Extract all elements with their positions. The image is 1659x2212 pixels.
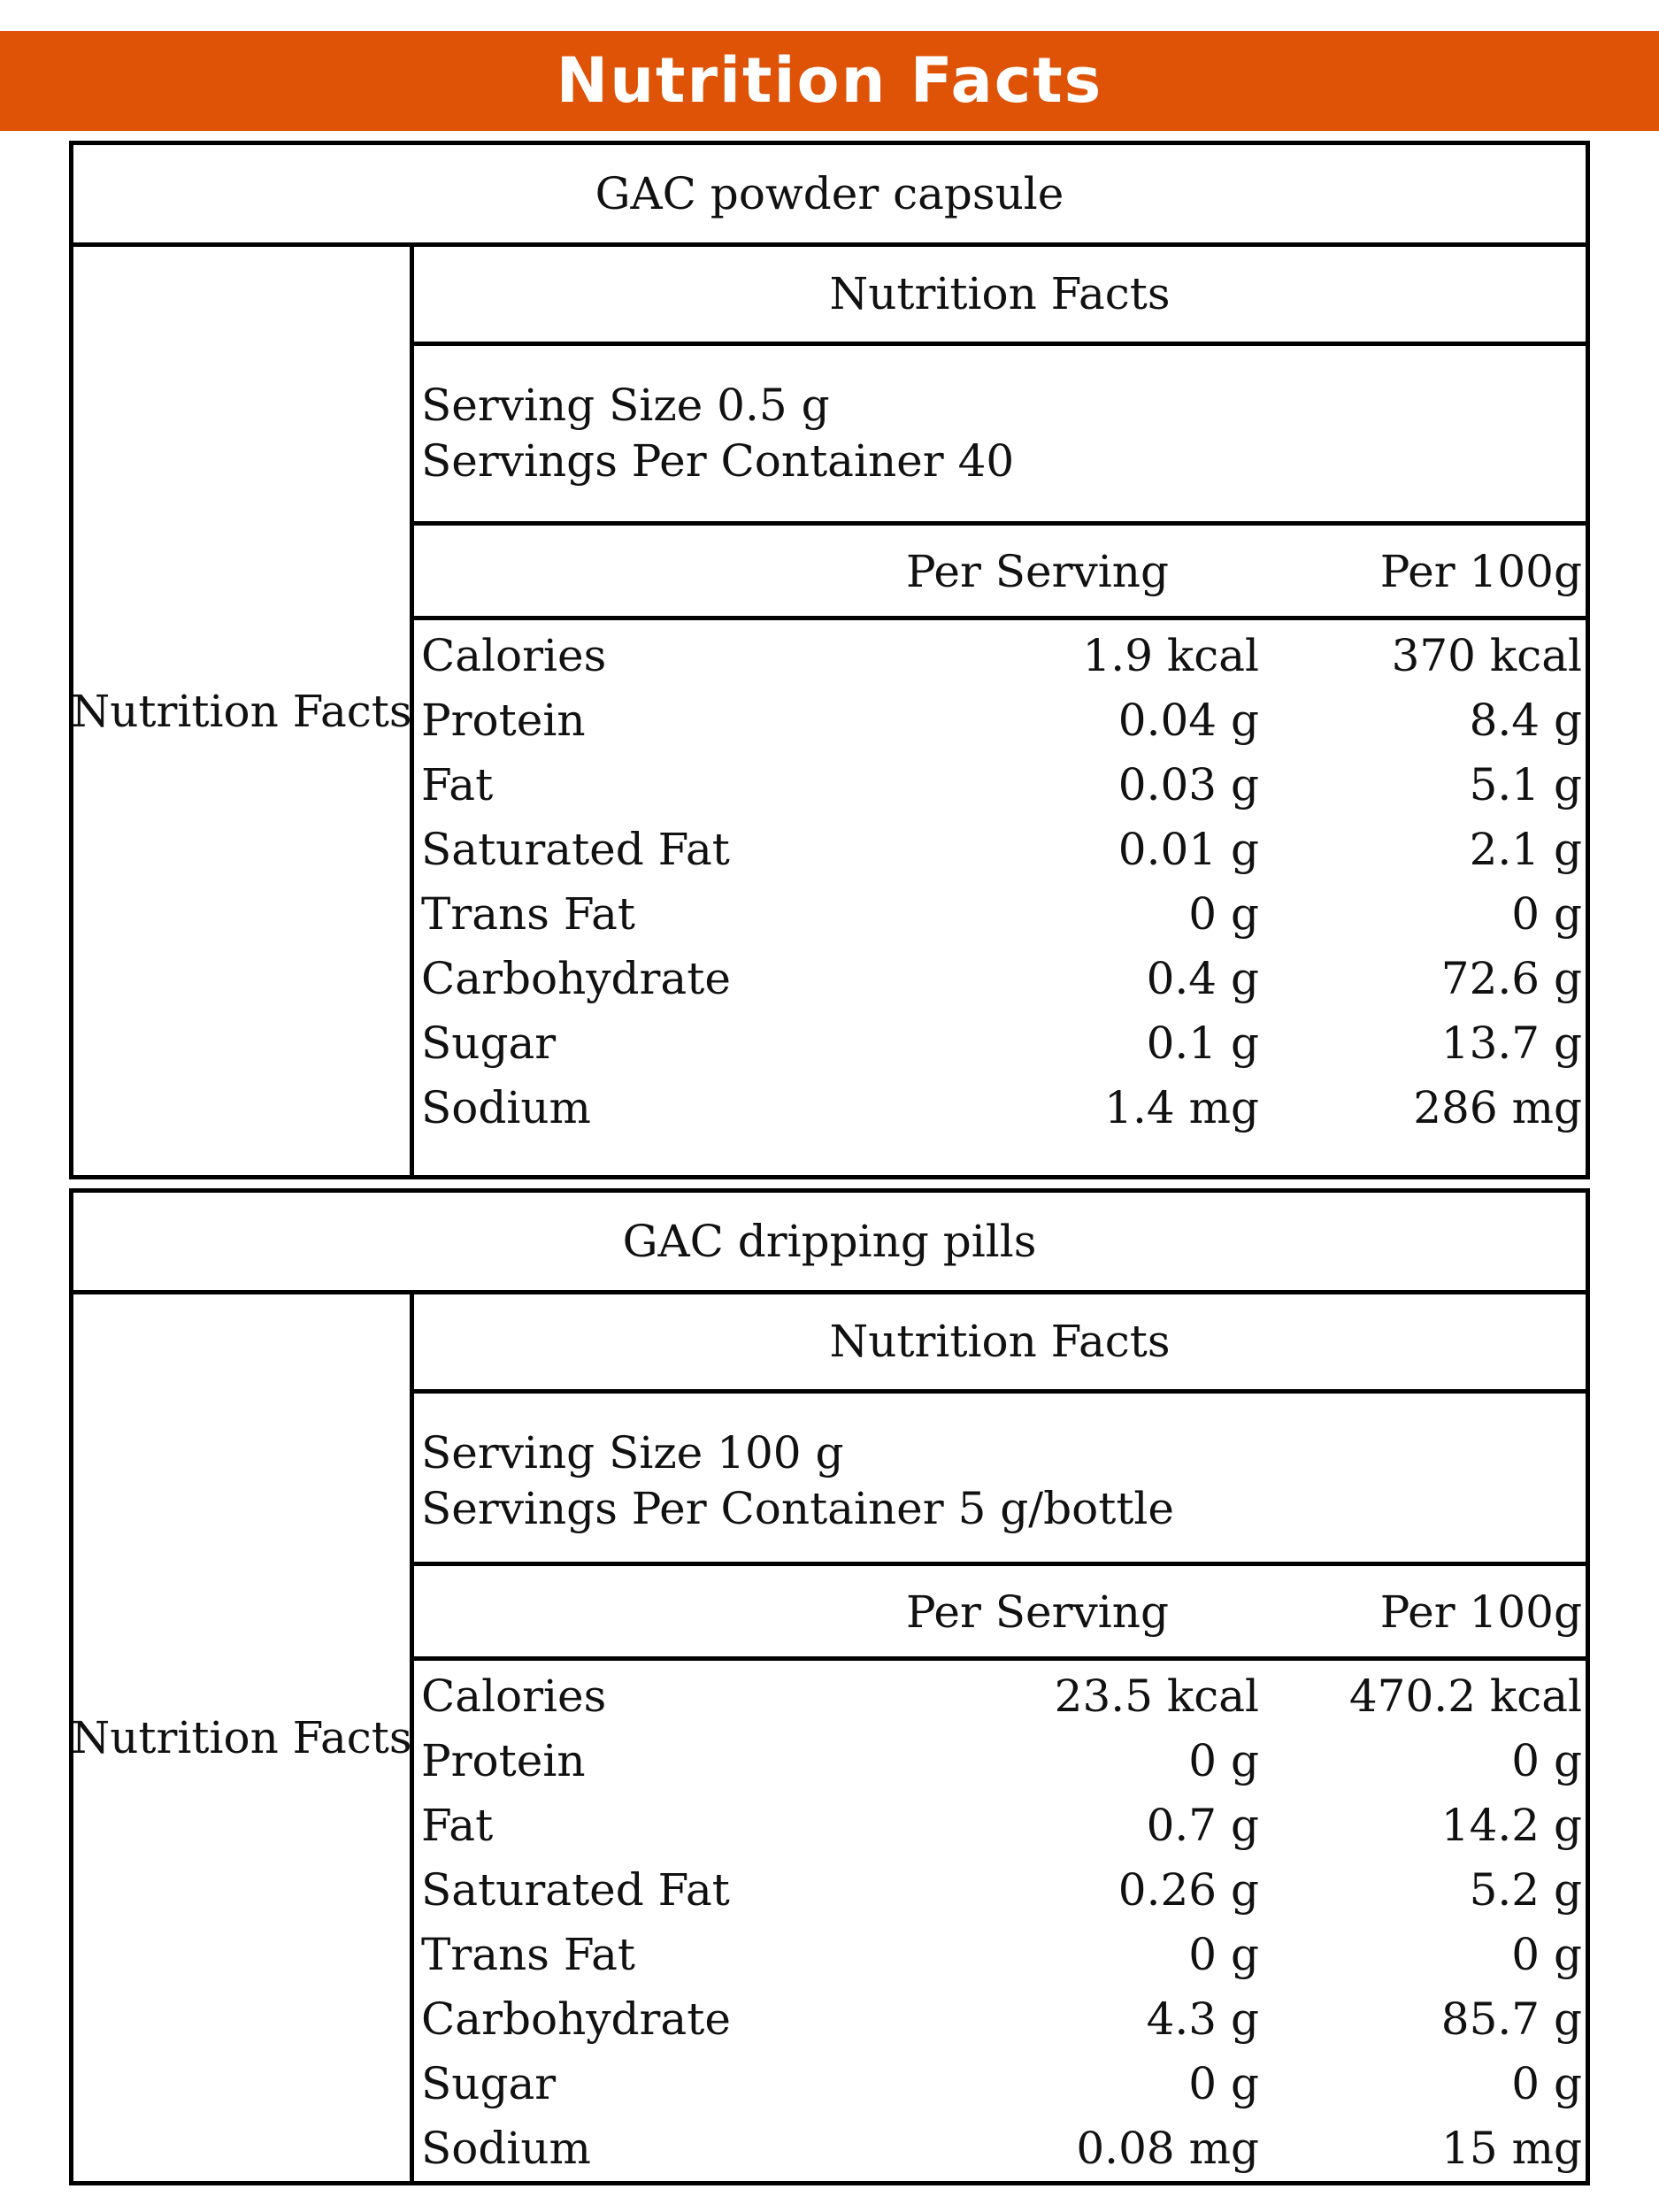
table-row	[414, 1011, 1586, 1076]
nutrient-name: Sodium	[421, 2123, 591, 2174]
nutrient-name: Protein	[421, 695, 586, 746]
column-headers	[414, 530, 1586, 620]
table-row	[414, 818, 1586, 882]
per-100g-value: 370 kcal	[1391, 630, 1582, 681]
side-label	[73, 247, 414, 1175]
product-title: GAC powder capsule	[73, 145, 1586, 247]
per-serving-value: 0.04 g	[1118, 695, 1259, 746]
per-100g-value: 72.6 g	[1440, 953, 1582, 1004]
table-row	[414, 1858, 1586, 1923]
nutrient-name: Saturated Fat	[421, 1864, 730, 1916]
per-100g-value: 5.1 g	[1469, 759, 1582, 810]
per-100g-value: 15 mg	[1441, 2123, 1582, 2174]
nutrition-panel-powder-capsule	[69, 141, 1590, 1179]
per-serving-value: 1.9 kcal	[1082, 630, 1259, 681]
product-title: GAC dripping pills	[73, 1193, 1586, 1294]
per-serving-value: 23.5 kcal	[1054, 1671, 1259, 1722]
nutrient-name: Sugar	[421, 2058, 557, 2109]
nutrient-rows	[414, 624, 1586, 1141]
table-row	[414, 882, 1586, 947]
nutrient-name: Calories	[421, 1671, 607, 1722]
table-row	[414, 1729, 1586, 1793]
nutrient-rows	[414, 1664, 1586, 2181]
serving-size: Serving Size 100 g	[421, 1427, 844, 1479]
nutrition-details	[414, 1294, 1586, 2181]
per-100g-value: 470.2 kcal	[1348, 1671, 1582, 1722]
table-row	[414, 2116, 1586, 2181]
nutrient-name: Sugar	[421, 1018, 557, 1069]
per-serving-value: 1.4 mg	[1104, 1082, 1259, 1133]
serving-info	[414, 1394, 1586, 1566]
column-header-per-serving: Per Serving	[906, 546, 1169, 597]
table-row	[414, 2052, 1586, 2116]
table-row	[414, 753, 1586, 818]
side-label	[73, 1294, 414, 2181]
table-row	[414, 624, 1586, 688]
column-header-per-serving: Per Serving	[906, 1586, 1169, 1638]
nutrient-name: Trans Fat	[421, 888, 636, 940]
side-label-text: Nutrition Facts	[71, 685, 412, 737]
nutrient-name: Saturated Fat	[421, 824, 730, 875]
per-100g-value: 14.2 g	[1440, 1800, 1582, 1851]
per-serving-value: 0.26 g	[1118, 1864, 1259, 1916]
nutrient-name: Trans Fat	[421, 1929, 636, 1980]
section-title: Nutrition Facts	[414, 1294, 1586, 1394]
per-100g-value: 0 g	[1511, 1735, 1582, 1786]
nutrient-name: Fat	[421, 759, 494, 810]
nutrient-name: Calories	[421, 630, 607, 681]
per-100g-value: 0 g	[1511, 888, 1582, 940]
servings-per-container: Servings Per Container 40	[421, 435, 1015, 487]
nutrient-name: Carbohydrate	[421, 953, 731, 1004]
table-row	[414, 1987, 1586, 2052]
nutrient-name: Carbohydrate	[421, 1993, 731, 2045]
per-100g-value: 85.7 g	[1440, 1993, 1582, 2045]
per-serving-value: 0.08 mg	[1076, 2123, 1259, 2174]
nutrition-details	[414, 247, 1586, 1175]
per-serving-value: 0.4 g	[1146, 953, 1259, 1004]
per-serving-value: 0 g	[1188, 1735, 1259, 1786]
per-100g-value: 0 g	[1511, 2058, 1582, 2109]
table-row	[414, 1664, 1586, 1729]
column-headers	[414, 1571, 1586, 1661]
table-row	[414, 1923, 1586, 1987]
nutrition-panel-dripping-pills	[69, 1188, 1590, 2185]
per-100g-value: 5.2 g	[1469, 1864, 1582, 1916]
column-header-per-100g: Per 100g	[1379, 1586, 1582, 1638]
nutrient-name: Sodium	[421, 1082, 591, 1133]
per-100g-value: 8.4 g	[1469, 695, 1582, 746]
per-serving-value: 0.7 g	[1146, 1800, 1259, 1851]
per-serving-value: 0.01 g	[1118, 824, 1259, 875]
per-serving-value: 0 g	[1188, 1929, 1259, 1980]
serving-size: Serving Size 0.5 g	[421, 380, 830, 431]
table-row	[414, 947, 1586, 1011]
section-title: Nutrition Facts	[414, 247, 1586, 346]
per-serving-value: 0.1 g	[1146, 1018, 1259, 1069]
servings-per-container: Servings Per Container 5 g/bottle	[421, 1483, 1175, 1534]
nutrient-name: Protein	[421, 1735, 586, 1786]
per-serving-value: 0 g	[1188, 2058, 1259, 2109]
column-header-per-100g: Per 100g	[1379, 546, 1582, 597]
per-serving-value: 4.3 g	[1146, 1993, 1259, 2045]
table-row	[414, 1076, 1586, 1141]
nutrient-name: Fat	[421, 1800, 494, 1851]
per-serving-value: 0 g	[1188, 888, 1259, 940]
per-100g-value: 2.1 g	[1469, 824, 1582, 875]
per-100g-value: 0 g	[1511, 1929, 1582, 1980]
table-row	[414, 688, 1586, 753]
page-title: Nutrition Facts	[556, 44, 1103, 117]
side-label-text: Nutrition Facts	[71, 1712, 412, 1763]
per-100g-value: 286 mg	[1413, 1082, 1582, 1133]
page-title-banner	[0, 31, 1659, 131]
serving-info	[414, 346, 1586, 526]
per-100g-value: 13.7 g	[1440, 1018, 1582, 1069]
table-row	[414, 1793, 1586, 1858]
per-serving-value: 0.03 g	[1118, 759, 1259, 810]
